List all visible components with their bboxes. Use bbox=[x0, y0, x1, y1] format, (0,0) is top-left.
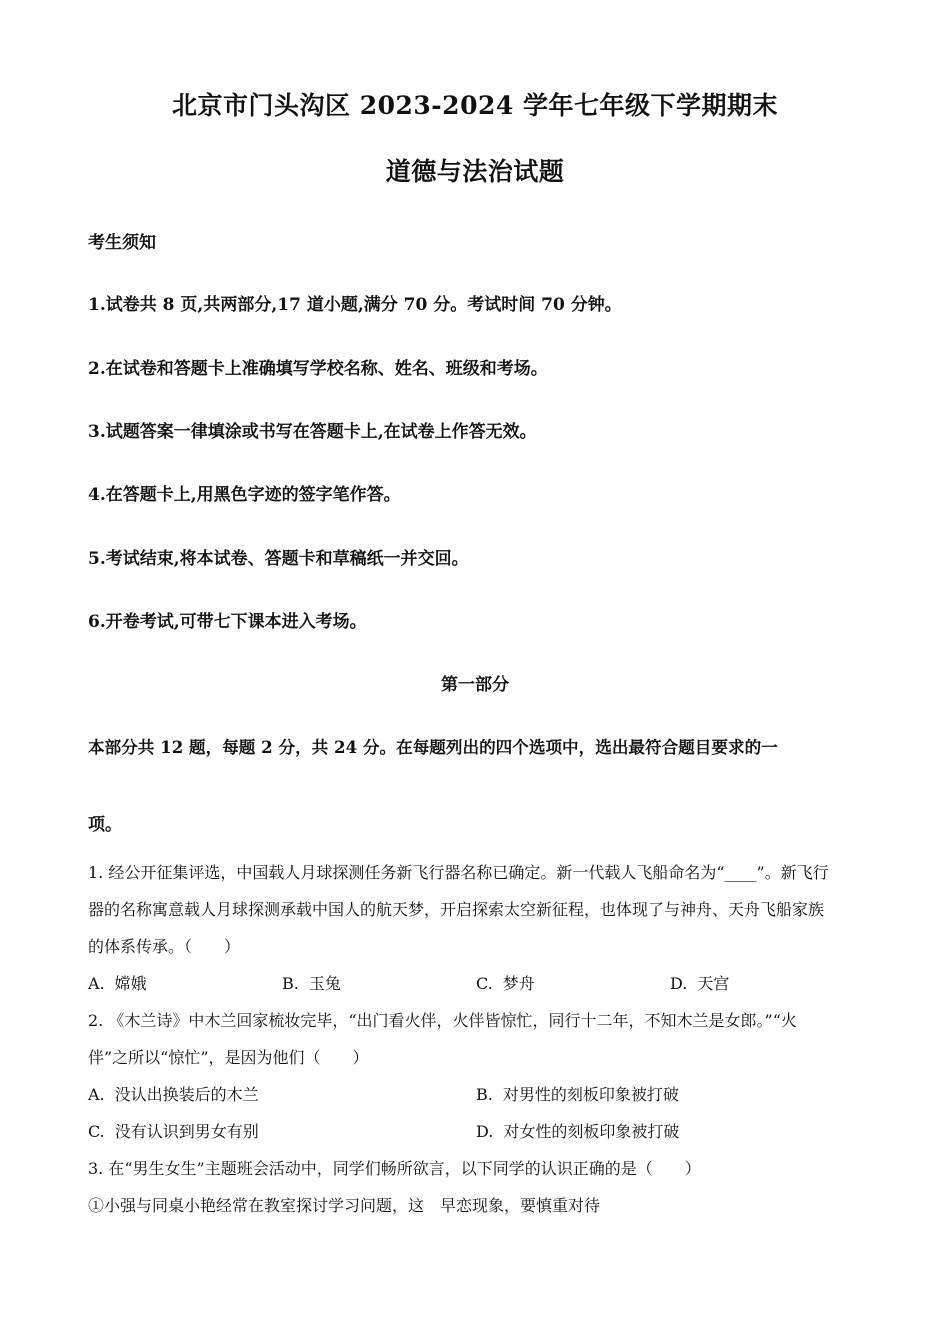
question-2-text: 伴”之所以“惊忙”，是因为他们（ ） bbox=[88, 1048, 369, 1067]
notice-rule: 6.开卷考试,可带七下课本进入考场。 bbox=[88, 612, 367, 632]
option-key: B. bbox=[282, 974, 299, 993]
notice-rule: 4.在答题卡上,用黑色字迹的签字笔作答。 bbox=[88, 485, 401, 505]
question-1-option-a[interactable] bbox=[88, 971, 147, 994]
question-3-statement-1: ①小强与同桌小艳经常在教室探讨学习问题，这 早恋现象，要慎重对待 bbox=[88, 1196, 601, 1215]
notice-rule: 2.在试卷和答题卡上准确填写学校名称、姓名、班级和考场。 bbox=[88, 359, 548, 379]
option-key: D. bbox=[476, 1122, 494, 1141]
question-3-text: 3. 在“男生女生”主题班会活动中，同学们畅所欲言，以下同学的认识正确的是（ ） bbox=[88, 1159, 701, 1178]
option-text: 对女性的刻板印象被打破 bbox=[503, 1122, 680, 1141]
question-2-option-c[interactable] bbox=[88, 1119, 259, 1142]
option-text: 嫦娥 bbox=[114, 974, 147, 993]
question-1-text: 1. 经公开征集评选，中国载人月球探测任务新飞行器名称已确定。新一代载人飞船命名为“____”。新飞行 bbox=[88, 863, 829, 882]
option-key: A. bbox=[88, 974, 105, 993]
question-1-option-d[interactable] bbox=[670, 971, 729, 994]
exam-title: 北京市门头沟区 2023-2024 学年七年级下学期期末 bbox=[172, 91, 778, 120]
exam-subject-title: 道德与法治试题 bbox=[385, 157, 565, 186]
question-2-option-d[interactable] bbox=[476, 1119, 679, 1142]
option-key: C. bbox=[476, 974, 493, 993]
notice-heading: 考生须知 bbox=[88, 233, 156, 253]
notice-rule: 3.试题答案一律填涂或书写在答题卡上,在试卷上作答无效。 bbox=[88, 422, 537, 442]
option-text: 没有认识到男女有别 bbox=[114, 1122, 259, 1141]
question-2-text: 2. 《木兰诗》中木兰回家梳妆完毕，“出门看火伴，火伴皆惊忙，同行十二年，不知木兰是女郎。”“火 bbox=[88, 1011, 797, 1030]
notice-rule: 5.考试结束,将本试卷、答题卡和草稿纸一并交回。 bbox=[88, 549, 469, 569]
part-one-instruction-cont: 项。 bbox=[88, 815, 122, 835]
question-1-text: 的体系传承。（ ） bbox=[88, 937, 241, 956]
question-2-option-a[interactable] bbox=[88, 1082, 259, 1105]
option-key: D. bbox=[670, 974, 688, 993]
notice-rule: 1.试卷共 8 页,共两部分,17 道小题,满分 70 分。考试时间 70 分钟。 bbox=[88, 295, 622, 315]
option-key: B. bbox=[476, 1085, 493, 1104]
option-key: C. bbox=[88, 1122, 105, 1141]
question-1-option-c[interactable] bbox=[476, 971, 535, 994]
option-text: 天宫 bbox=[697, 974, 730, 993]
option-text: 玉兔 bbox=[308, 974, 341, 993]
option-key: A. bbox=[88, 1085, 105, 1104]
option-text: 梦舟 bbox=[502, 974, 535, 993]
option-text: 没认出换装后的木兰 bbox=[114, 1085, 259, 1104]
part-one-instruction: 本部分共 12 题，每题 2 分，共 24 分。在每题列出的四个选项中，选出最符合题目要求的一 bbox=[88, 737, 778, 757]
question-2-option-b[interactable] bbox=[476, 1082, 679, 1105]
question-1-text: 器的名称寓意载人月球探测承载中国人的航天梦，开启探索太空新征程，也体现了与神舟、天舟飞船家族 bbox=[88, 900, 825, 919]
question-1-option-b[interactable] bbox=[282, 971, 341, 994]
part-one-title: 第一部分 bbox=[441, 675, 509, 695]
option-text: 对男性的刻板印象被打破 bbox=[502, 1085, 679, 1104]
